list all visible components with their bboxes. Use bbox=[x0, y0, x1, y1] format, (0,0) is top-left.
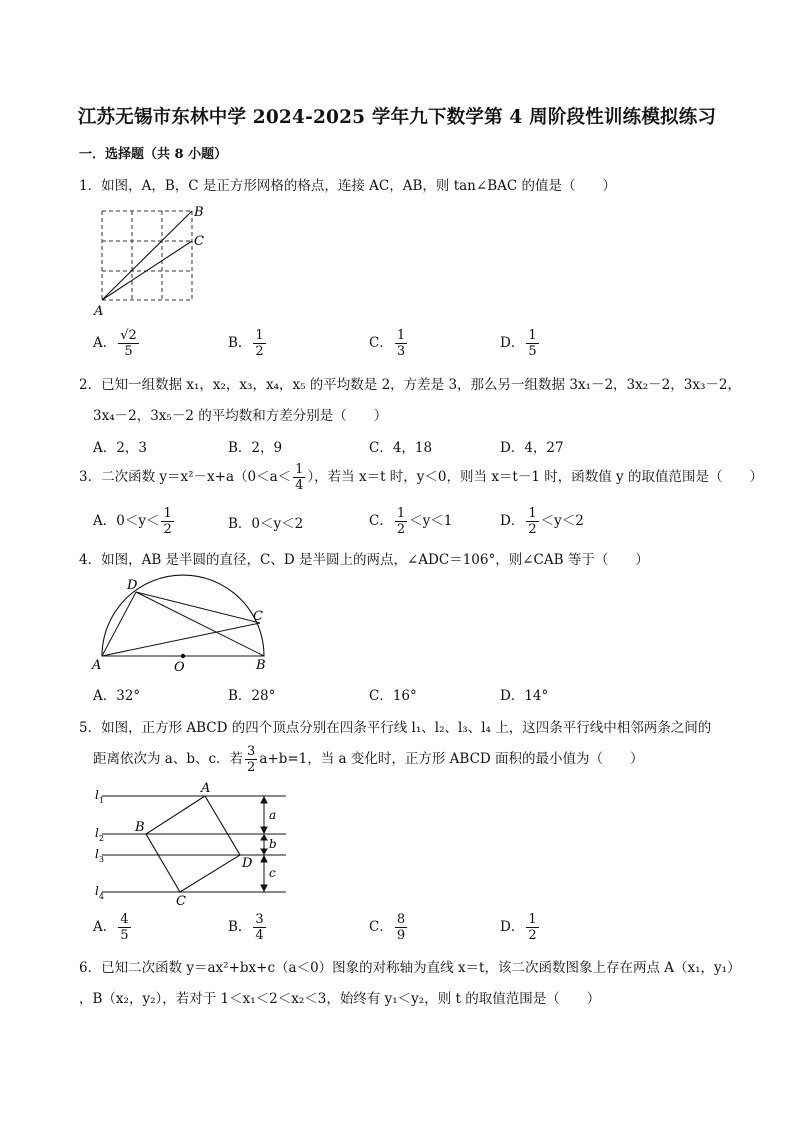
q5-distance-markers bbox=[261, 797, 267, 891]
q4-segment-db bbox=[136, 592, 264, 656]
q1-stem: 1．如图，A，B，C 是正方形网格的格点，连接 AC，AB，则 tan∠BAC 的值是（ ） bbox=[79, 178, 616, 194]
q4-segment-ad bbox=[102, 592, 136, 656]
q1-label-b: B bbox=[194, 205, 204, 220]
q4-label-c: C bbox=[253, 609, 263, 624]
q1-label-c: C bbox=[194, 234, 204, 249]
q4-label-b: B bbox=[256, 658, 266, 673]
q4-semicircle-figure bbox=[90, 574, 280, 676]
q5-options bbox=[93, 912, 733, 948]
q6-stem-line2: ，B（x₂，y₂），若对于 1＜x₁＜2＜x₂＜3，始终有 y₁＜y₂，则 t 的取值范围是（ ） bbox=[79, 991, 601, 1007]
q4-label-o: O bbox=[174, 660, 185, 675]
q4-option-d[interactable]: D．14° bbox=[500, 688, 549, 704]
q5-square-abcd bbox=[146, 796, 240, 892]
q4-option-a[interactable]: A．32° bbox=[93, 688, 141, 704]
q3-option-c[interactable]: C． $\frac{1}{2}$ ＜y＜1 bbox=[369, 506, 453, 537]
q3-option-d[interactable]: D． $\frac{1}{2}$ ＜y＜2 bbox=[500, 506, 584, 537]
q4-options bbox=[93, 684, 733, 704]
q4-label-a: A bbox=[92, 658, 102, 673]
q1-segment-ac bbox=[102, 241, 192, 300]
q5-stem-line1: 5．如图，正方形 ABCD 的四个顶点分别在四条平行线 l₁、l₂、l₃、l₄ 上，这四条平行线中相邻两条之间的 bbox=[79, 720, 712, 736]
q4-stem: 4．如图，AB 是半圆的直径，C、D 是半圆上的两点，∠ADC＝106°，则∠CAB 等于（ ） bbox=[79, 552, 649, 568]
q5-option-d[interactable]: D． $\frac{1}{2}$ bbox=[500, 912, 537, 943]
q1-option-a[interactable]: A． $\frac{√2}{5}$ bbox=[93, 328, 137, 359]
q3-option-a[interactable]: A．0＜y＜ $\frac{1}{2}$ bbox=[93, 506, 172, 537]
q5-label-l3: $l_3$ bbox=[95, 847, 104, 864]
section-heading: 一．选择题（共 8 小题） bbox=[79, 147, 228, 162]
q2-stem-line2: 3x₄－2，3x₅－2 的平均数和方差分别是（ ） bbox=[93, 408, 388, 424]
q5-label-dist-c: c bbox=[269, 866, 276, 880]
q2-stem-line1: 2．已知一组数据 x₁，x₂，x₃，x₄，x₅ 的平均数是 2，方差是 3，那么另一组数据 3x₁－2，3x₂－2，3x₃－2， bbox=[79, 377, 741, 393]
q5-label-l2: $l_2$ bbox=[95, 826, 104, 843]
q5-label-a: A bbox=[201, 782, 211, 796]
q5-option-c[interactable]: C． $\frac{8}{9}$ bbox=[369, 912, 406, 943]
q2-option-b[interactable]: B．2，9 bbox=[228, 440, 283, 456]
q4-center-point bbox=[181, 654, 185, 658]
q5-label-b: B bbox=[135, 820, 145, 835]
q4-option-b[interactable]: B．28° bbox=[228, 688, 276, 704]
q6-stem-line1: 6．已知二次函数 y＝ax²+bx+c（a＜0）图象的对称轴为直线 x＝t，该二次函数图象上存在两点 A（x₁，y₁） bbox=[79, 960, 741, 976]
q2-option-a[interactable]: A．2，3 bbox=[93, 440, 147, 456]
q5-label-l1: $l_1$ bbox=[95, 788, 104, 805]
q4-option-c[interactable]: C．16° bbox=[369, 688, 417, 704]
q1-options bbox=[93, 328, 733, 364]
q5-label-dist-a: a bbox=[269, 808, 277, 822]
q5-label-d: D bbox=[242, 856, 253, 871]
q3-options bbox=[93, 506, 733, 542]
q1-option-c[interactable]: C． $\frac{1}{3}$ bbox=[369, 328, 406, 359]
q2-option-d[interactable]: D．4，27 bbox=[500, 440, 564, 456]
q1-label-a: A bbox=[94, 304, 104, 318]
q4-label-d: D bbox=[127, 578, 138, 593]
q5-option-a[interactable]: A． $\frac{4}{5}$ bbox=[93, 912, 129, 943]
q2-options bbox=[93, 436, 733, 456]
q5-label-c: C bbox=[176, 894, 186, 907]
q1-option-d[interactable]: D． $\frac{1}{5}$ bbox=[500, 328, 537, 359]
page-title: 江苏无锡市东林中学 2024-2025 学年九下数学第 4 周阶段性训练模拟练习 bbox=[77, 107, 717, 128]
q5-option-b[interactable]: B． $\frac{3}{4}$ bbox=[228, 912, 264, 943]
q1-option-b[interactable]: B． $\frac{1}{2}$ bbox=[228, 328, 264, 359]
q4-segment-ac bbox=[102, 623, 260, 656]
q2-option-c[interactable]: C．4，18 bbox=[369, 440, 433, 456]
q1-segment-ab bbox=[102, 211, 192, 300]
q3-stem: 3．二次函数 y＝x²－x+a（0＜a＜ $\frac{1}{4}$ ），若当 x＝t 时，y＜0，则当 x＝t－1 时，函数值 y 的取值范围是（ ） bbox=[79, 462, 763, 493]
q4-segment-dc bbox=[136, 592, 260, 623]
q3-option-b[interactable]: B．0＜y＜2 bbox=[228, 516, 304, 532]
q5-label-dist-b: b bbox=[269, 837, 277, 851]
q1-grid-figure bbox=[92, 203, 212, 318]
q5-stem-line2: 距离依次为 a、b、c．若 $\frac{3}{2}$ a+b=1，当 a 变化时，正方形 ABCD 面积的最小值为（ ） bbox=[93, 744, 644, 775]
q5-parallel-lines-figure bbox=[88, 782, 293, 907]
q5-label-l4: $l_4$ bbox=[95, 884, 104, 901]
